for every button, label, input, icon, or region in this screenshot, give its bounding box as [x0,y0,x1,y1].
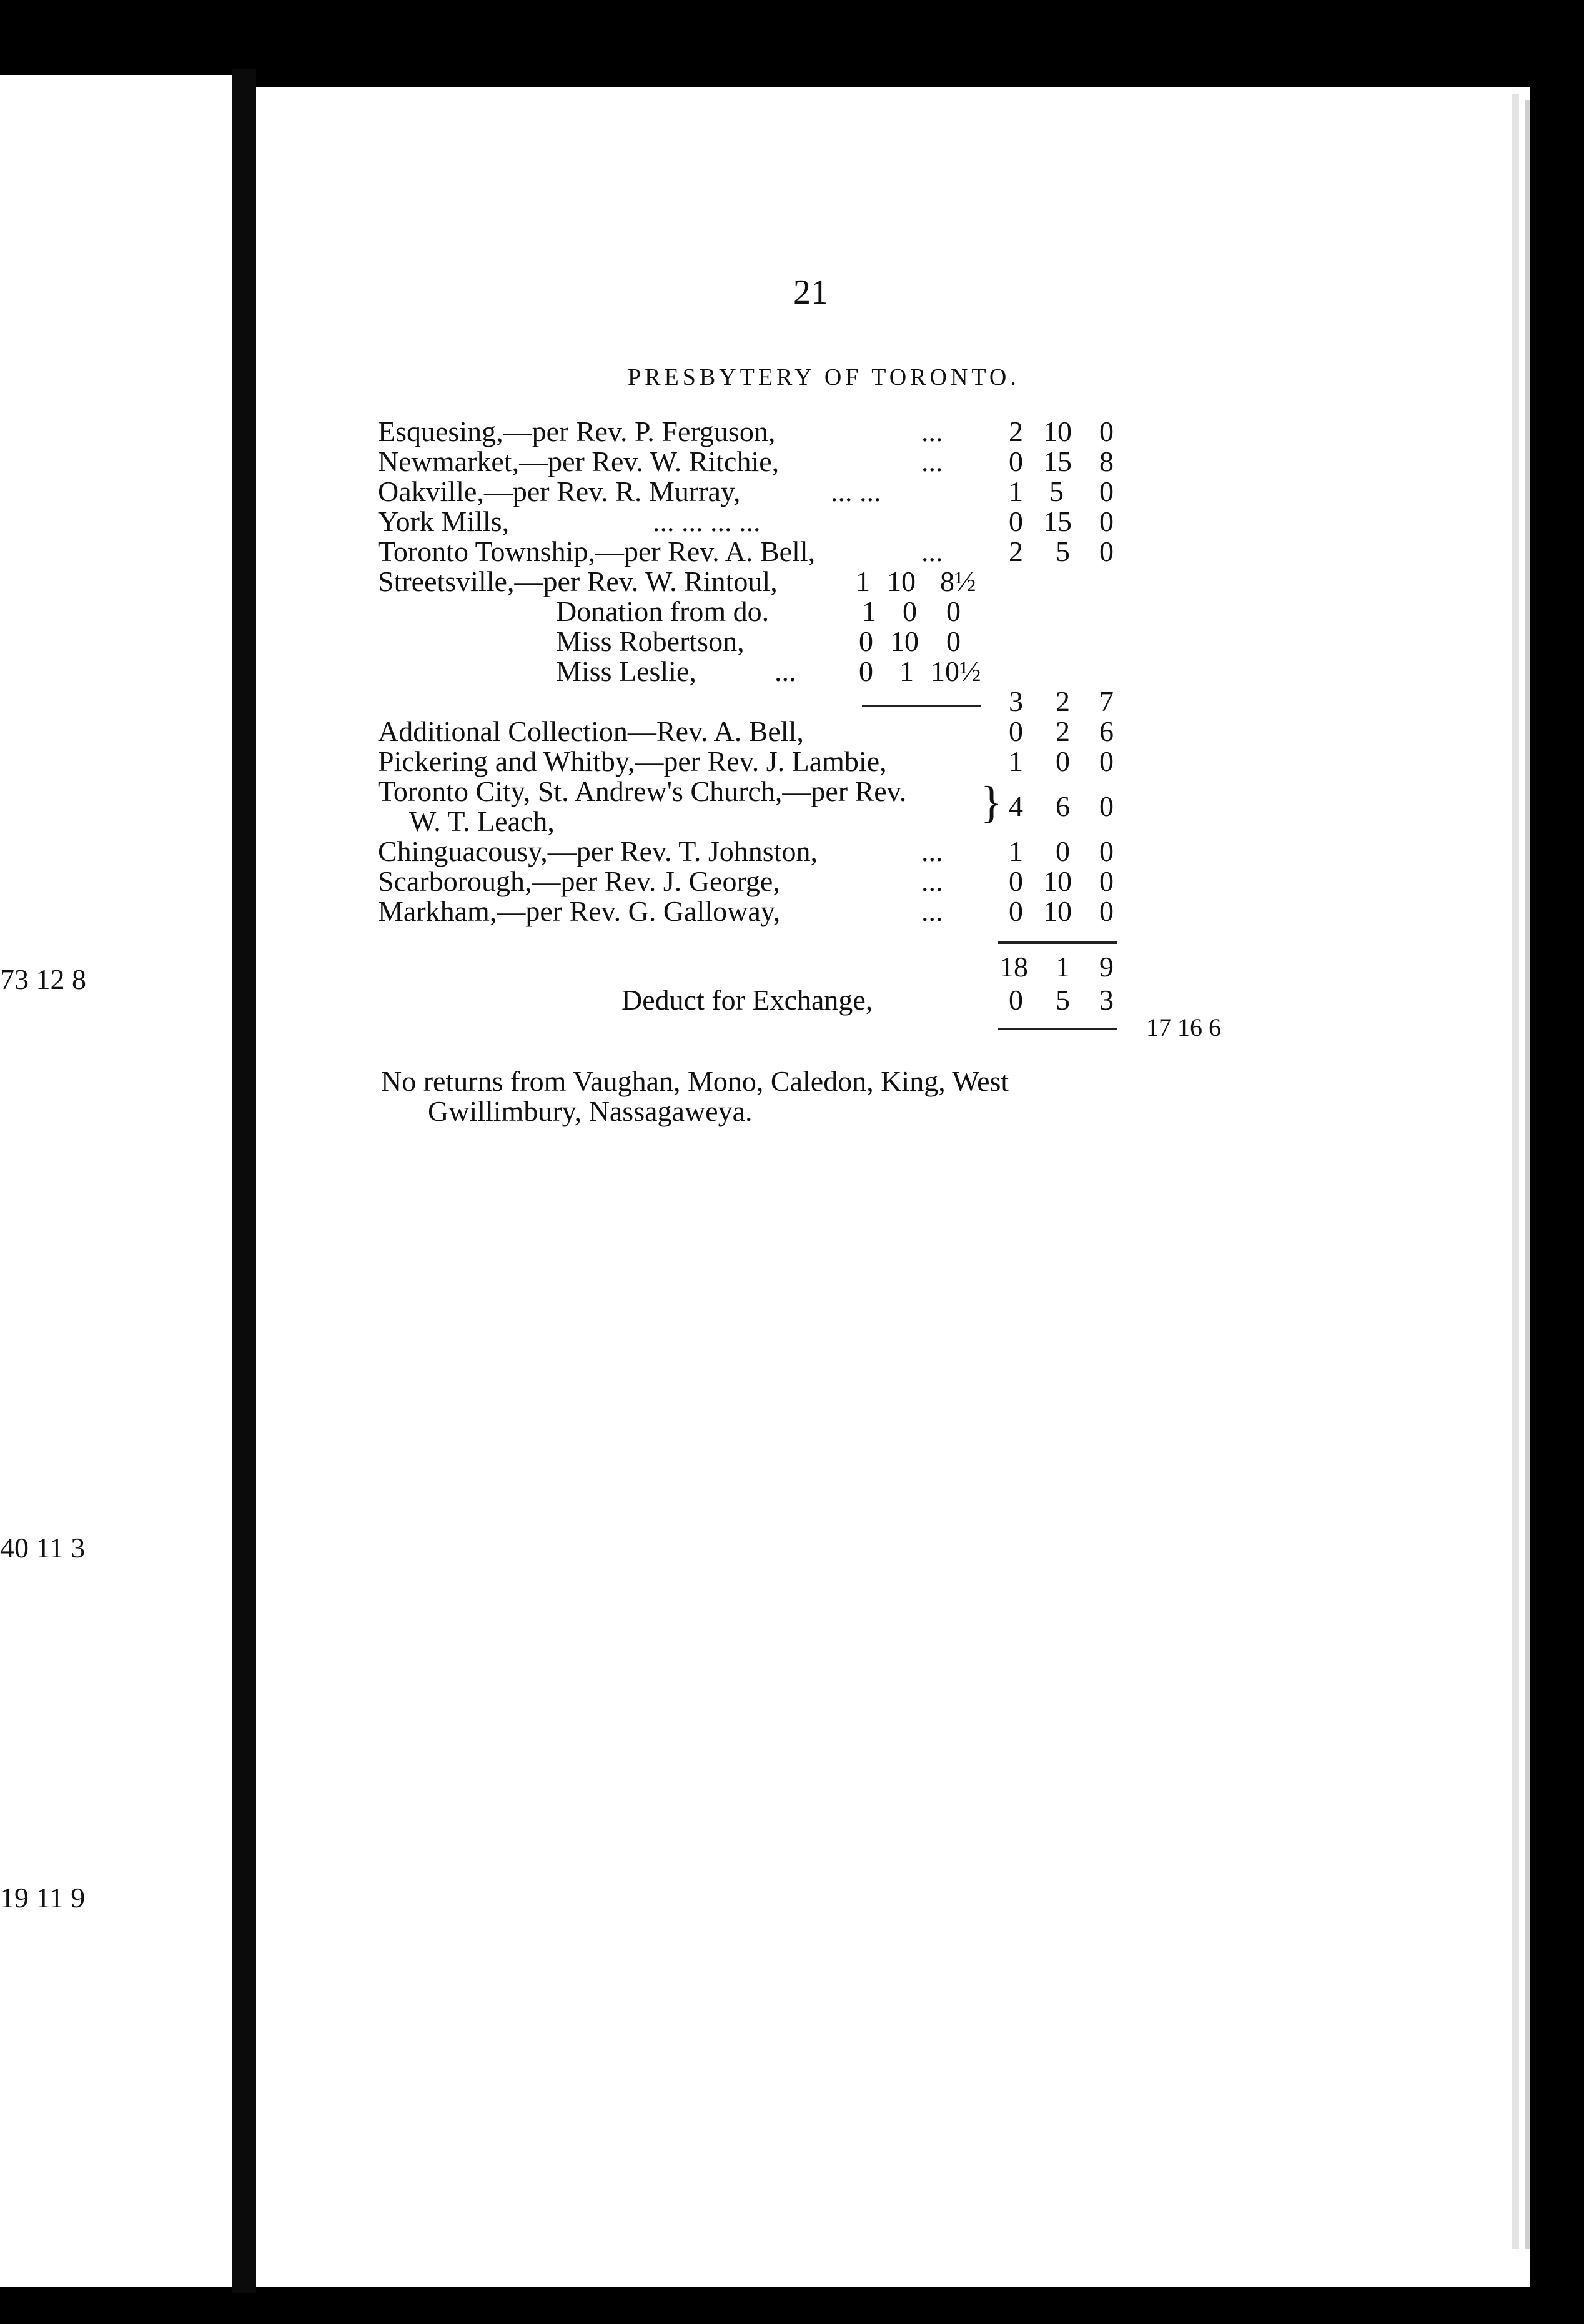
amount-pounds: 0 [1009,715,1023,747]
amount-pence: 0 [1099,535,1114,567]
sub-entry-label: Donation from do. [556,595,770,627]
amount-shillings: 10 [1043,415,1072,447]
amount-pence: 9 [1099,951,1114,983]
entry-label: Markham,—per Rev. G. Galloway, [378,895,781,927]
amount-shillings: 15 [1043,505,1072,537]
amount-pounds: 4 [1009,790,1023,822]
amount-pounds: 1 [1009,835,1023,867]
amount-pence: 0 [1099,475,1114,507]
amount-shillings: 6 [1056,790,1070,822]
entry-dots: ... ... ... ... [653,505,761,537]
amount-shillings: 10 [887,565,916,597]
amount-shillings: 2 [1056,685,1070,717]
amount-shillings: 1 [899,655,914,687]
amount-pounds: 2 [1009,415,1023,447]
amount-pounds: 18 [999,951,1028,983]
note-line: No returns from Vaughan, Mono, Caledon, King, West [381,1065,1009,1097]
entry-label: Scarborough,—per Rev. J. George, [378,865,780,897]
sub-entry-label: Miss Robertson, [556,625,745,657]
amount-pounds: 0 [859,625,873,657]
amount-shillings: 5 [1056,984,1070,1016]
amount-pence: 7 [1099,685,1114,717]
left-margin-total: 19 11 9 [0,1882,86,1914]
amount-pounds: 1 [856,565,870,597]
amount-pounds: 2 [1009,535,1023,567]
book-spine [232,69,256,2293]
entry-label-continued: W. T. Leach, [409,805,555,837]
grand-total: 17 16 6 [1146,1013,1221,1041]
amount-pounds: 1 [1009,745,1023,777]
entry-label: Toronto Township,—per Rev. A. Bell, [378,535,816,567]
amount-pence: 0 [1099,415,1114,447]
amount-pounds: 0 [1009,865,1023,897]
entry-dots: ... [921,835,943,867]
entry-label: Streetsville,—per Rev. W. Rintoul, [378,565,778,597]
amount-pounds: 0 [859,655,873,687]
entry-dots: ... [921,415,943,447]
entry-dots: ... [775,655,796,687]
amount-shillings: 15 [1043,445,1072,477]
brace-glyph: } [981,777,1002,827]
entry-label: Chinguacousy,—per Rev. T. Johnston, [378,835,818,867]
sum-rule [998,941,1117,944]
amount-pounds: 0 [1009,984,1023,1016]
amount-pence: 0 [1099,790,1114,822]
entry-dots: ... [921,895,943,927]
amount-pence: 6 [1099,715,1114,747]
amount-pence: 0 [1099,745,1114,777]
amount-pence: 3 [1099,984,1114,1016]
amount-pounds: 0 [1009,505,1023,537]
deduct-label: Deduct for Exchange, [621,984,873,1016]
entry-label: Additional Collection—Rev. A. Bell, [378,715,804,747]
amount-pence: 0 [1099,895,1114,927]
amount-pence: 0 [1099,835,1114,867]
page-edge [1512,94,1519,2249]
left-page [0,75,232,2287]
amount-shillings: 5 [1049,475,1064,507]
page-number: 21 [793,273,828,312]
amount-shillings: 10 [890,625,919,657]
amount-shillings: 0 [1056,835,1070,867]
left-margin-total: 73 12 8 [0,963,86,995]
entry-label: Pickering and Whitby,—per Rev. J. Lambie, [378,745,887,777]
amount-pounds: 1 [862,595,876,627]
amount-shillings: 10 [1043,895,1072,927]
entry-dots: ... ... [831,475,881,507]
amount-pence: 10½ [931,655,981,687]
entry-dots: ... [921,865,943,897]
entry-dots: ... [921,535,943,567]
entry-label: Esquesing,—per Rev. P. Ferguson, [378,415,776,447]
amount-pence: 8½ [940,565,976,597]
entry-label: Newmarket,—per Rev. W. Ritchie, [378,445,780,477]
entry-label: Oakville,—per Rev. R. Murray, [378,475,741,507]
amount-shillings: 0 [1056,745,1070,777]
amount-shillings: 10 [1043,865,1072,897]
amount-pence: 0 [1099,505,1114,537]
amount-pence: 0 [946,595,961,627]
note-line: Gwillimbury, Nassagaweya. [428,1095,753,1127]
entry-label: York Mills, [378,505,510,537]
amount-shillings: 0 [903,595,917,627]
amount-pounds: 3 [1009,685,1023,717]
amount-pence: 8 [1099,445,1114,477]
amount-shillings: 2 [1056,715,1070,747]
amount-shillings: 1 [1056,951,1070,983]
amount-pounds: 0 [1009,895,1023,927]
entry-dots: ... [921,445,943,477]
left-margin-total: 40 11 3 [0,1532,86,1564]
page-edge [1525,100,1530,2249]
amount-pounds: 1 [1009,475,1023,507]
amount-shillings: 5 [1056,535,1070,567]
amount-pounds: 0 [1009,445,1023,477]
sum-rule [998,1028,1117,1030]
amount-pence: 0 [946,625,961,657]
sum-rule [862,705,981,707]
amount-pence: 0 [1099,865,1114,897]
sub-entry-label: Miss Leslie, [556,655,696,687]
entry-label: Toronto City, St. Andrew's Church,—per Rev. [378,775,907,807]
section-heading: PRESBYTERY OF TORONTO. [628,364,1020,390]
